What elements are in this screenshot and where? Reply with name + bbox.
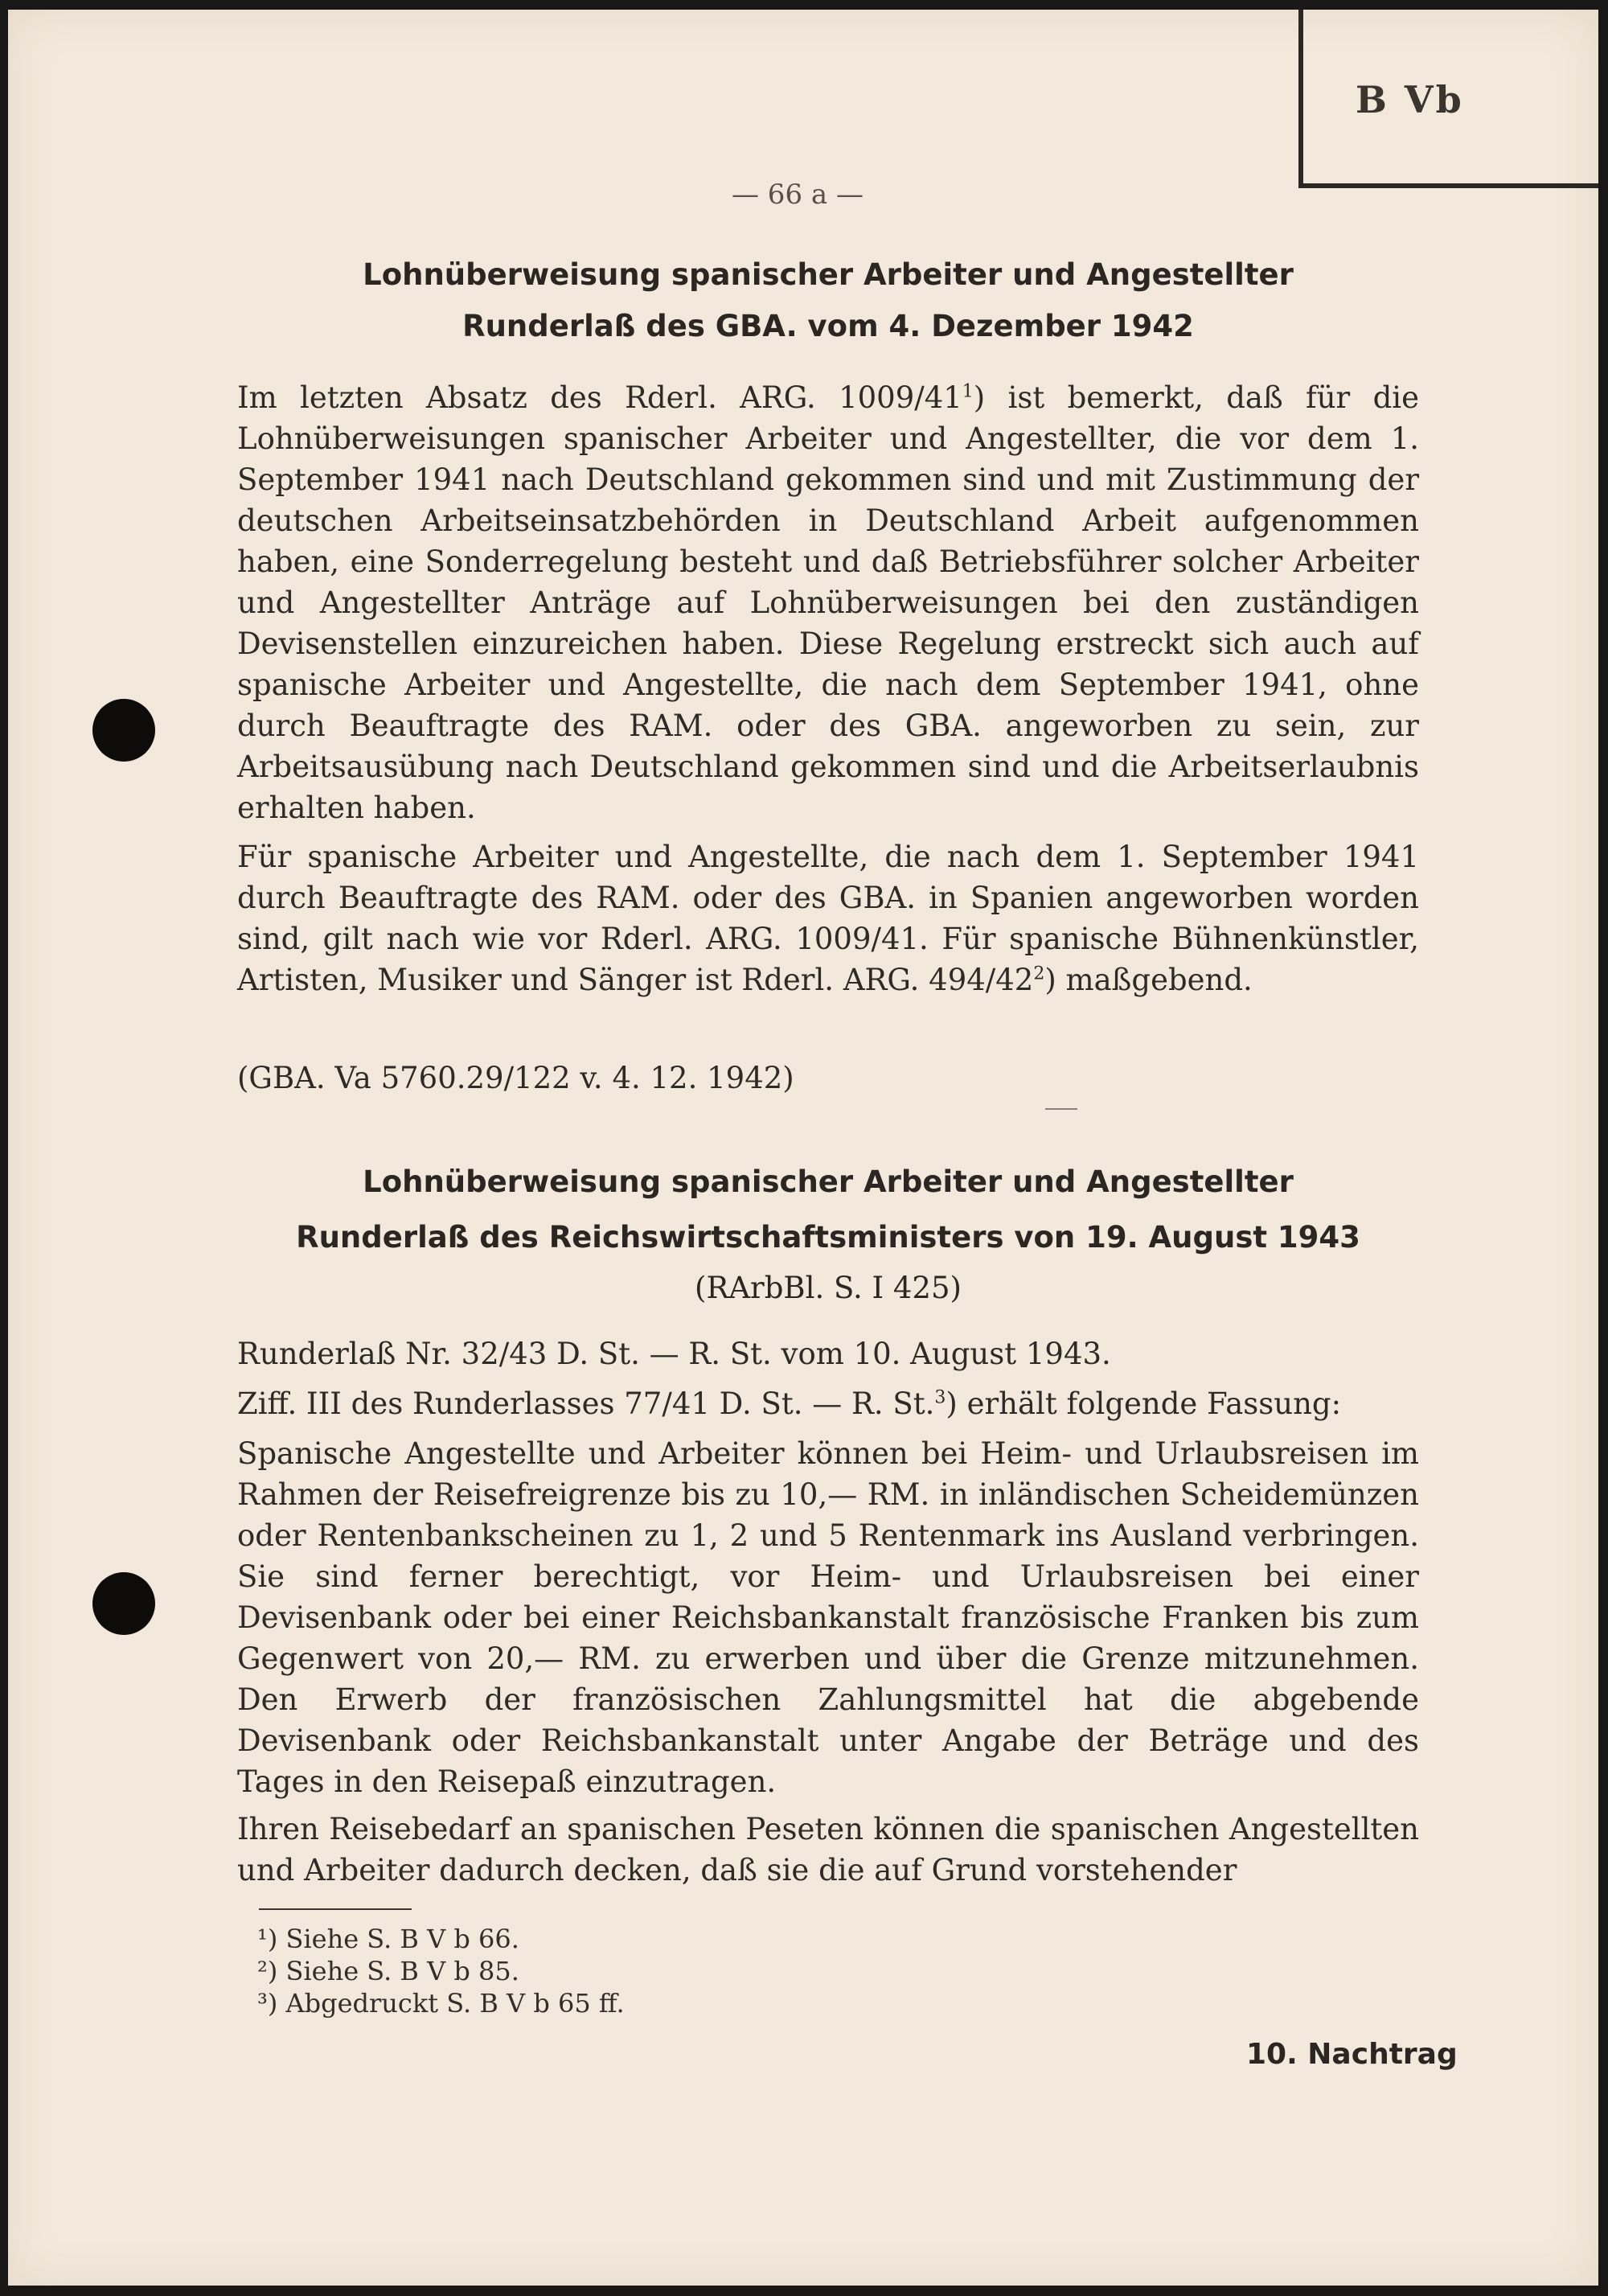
section2-paragraph-3: Spanische Angestellte und Arbeiter können bei Heim- und Urlaubsreisen im Rahmen der Reisefreigrenze bis zu 10,— RM. in inländischen Scheidemünzen oder Rentenbankscheinen zu 1, 2 und 5 Rentenmark ins Ausland verbringen. Sie sind ferner berechtigt, vor Heim- und Urlaubsreisen bei einer Devisenbank oder bei einer Reichsbankanstalt französische Franken bis zum Gegenwert von 20,— RM. zu erwerben und über die Grenze mitzunehmen. Den Erwerb der französischen Zahlungsmittel hat die abgebende Devisenbank oder Reichsbankanstalt unter Angabe der Beträge und des Tages in den Reisepaß einzutragen. (237, 1436, 1419, 1799)
footnote-ref-3: 3 (934, 1387, 946, 1408)
section1-title: Lohnüberweisung spanischer Arbeiter und Angestellter (363, 257, 1294, 292)
section1-subtitle: Runderlaß des GBA. vom 4. Dezember 1942 (462, 309, 1194, 343)
document-page (8, 10, 1598, 2286)
footnote-divider (259, 1908, 412, 1910)
supplement-label: 10. Nachtrag (1246, 2038, 1458, 2071)
decorative-dash (1045, 1108, 1077, 1110)
punch-hole-top (92, 699, 155, 762)
footnote-3: ³) Abgedruckt S. B V b 65 ff. (257, 1988, 625, 2019)
section-code: B Vb (1356, 78, 1464, 121)
punch-hole-bottom (92, 1572, 155, 1635)
page-number: — 66 a — (732, 179, 863, 211)
footnote-ref-2: 2 (1033, 963, 1045, 984)
footnote-ref-1: 1 (962, 381, 974, 402)
section2-line-1: Runderlaß Nr. 32/43 D. St. — R. St. vom 10. August 1943. (237, 1337, 1111, 1371)
section2-source: (RArbBl. S. I 425) (695, 1271, 962, 1305)
section2-title: Lohnüberweisung spanischer Arbeiter und Angestellter (363, 1164, 1294, 1199)
section1-reference: (GBA. Va 5760.29/122 v. 4. 12. 1942) (237, 1061, 794, 1095)
section1-paragraph-2: Für spanische Arbeiter und Angestellte, die nach dem 1. September 1941 durch Beauftragte des RAM. oder des GBA. in Spanien angeworben worden sind, gilt nach wie vor Rderl. ARG. 1009/41. Für spanische Bühnenkünstler, Artisten, Musiker und Sänger ist Rderl. ARG. $494/42^2$) maßgebend. (237, 840, 1419, 997)
section1-paragraph-1: Im letzten Absatz des Rderl. ARG. $1009/41^1$) ist bemerkt, daß für die Lohnüberweisungen spanischer Arbeiter und Angestellter, die vor dem 1. September 1941 nach Deutschland gekommen sind und mit Zustimmung der deutschen Arbeitseinsatzbehörden in Deutschland Arbeit aufgenommen haben, eine Sonderregelung besteht und daß Betriebsführer solcher Arbeiter und Angestellter Anträge auf Lohnüberweisungen bei den zuständigen Devisenstellen einzureichen haben. Diese Regelung erstreckt sich auch auf spanische Arbeiter und Angestellte, die nach dem September 1941, ohne durch Beauftragte des RAM. oder des GBA. angeworben zu sein, zur Arbeitsausübung nach Deutschland gekommen sind und die Arbeitserlaubnis erhalten haben. (237, 380, 1419, 825)
section2-line-2: Ziff. III des Runderlasses 77/41 D. St. — R. St.$^3$) erhält folgende Fassung: (237, 1386, 1342, 1421)
section2-subtitle: Runderlaß des Reichswirtschaftsministers von 19. August 1943 (296, 1220, 1360, 1255)
section2-paragraph-4: Ihren Reisebedarf an spanischen Peseten können die spanischen Angestellten und Arbeiter dadurch decken, daß sie die auf Grund vorstehender (237, 1812, 1419, 1887)
footnote-2: ²) Siehe S. B V b 85. (257, 1956, 519, 1986)
footnote-1: ¹) Siehe S. B V b 66. (257, 1924, 519, 1954)
